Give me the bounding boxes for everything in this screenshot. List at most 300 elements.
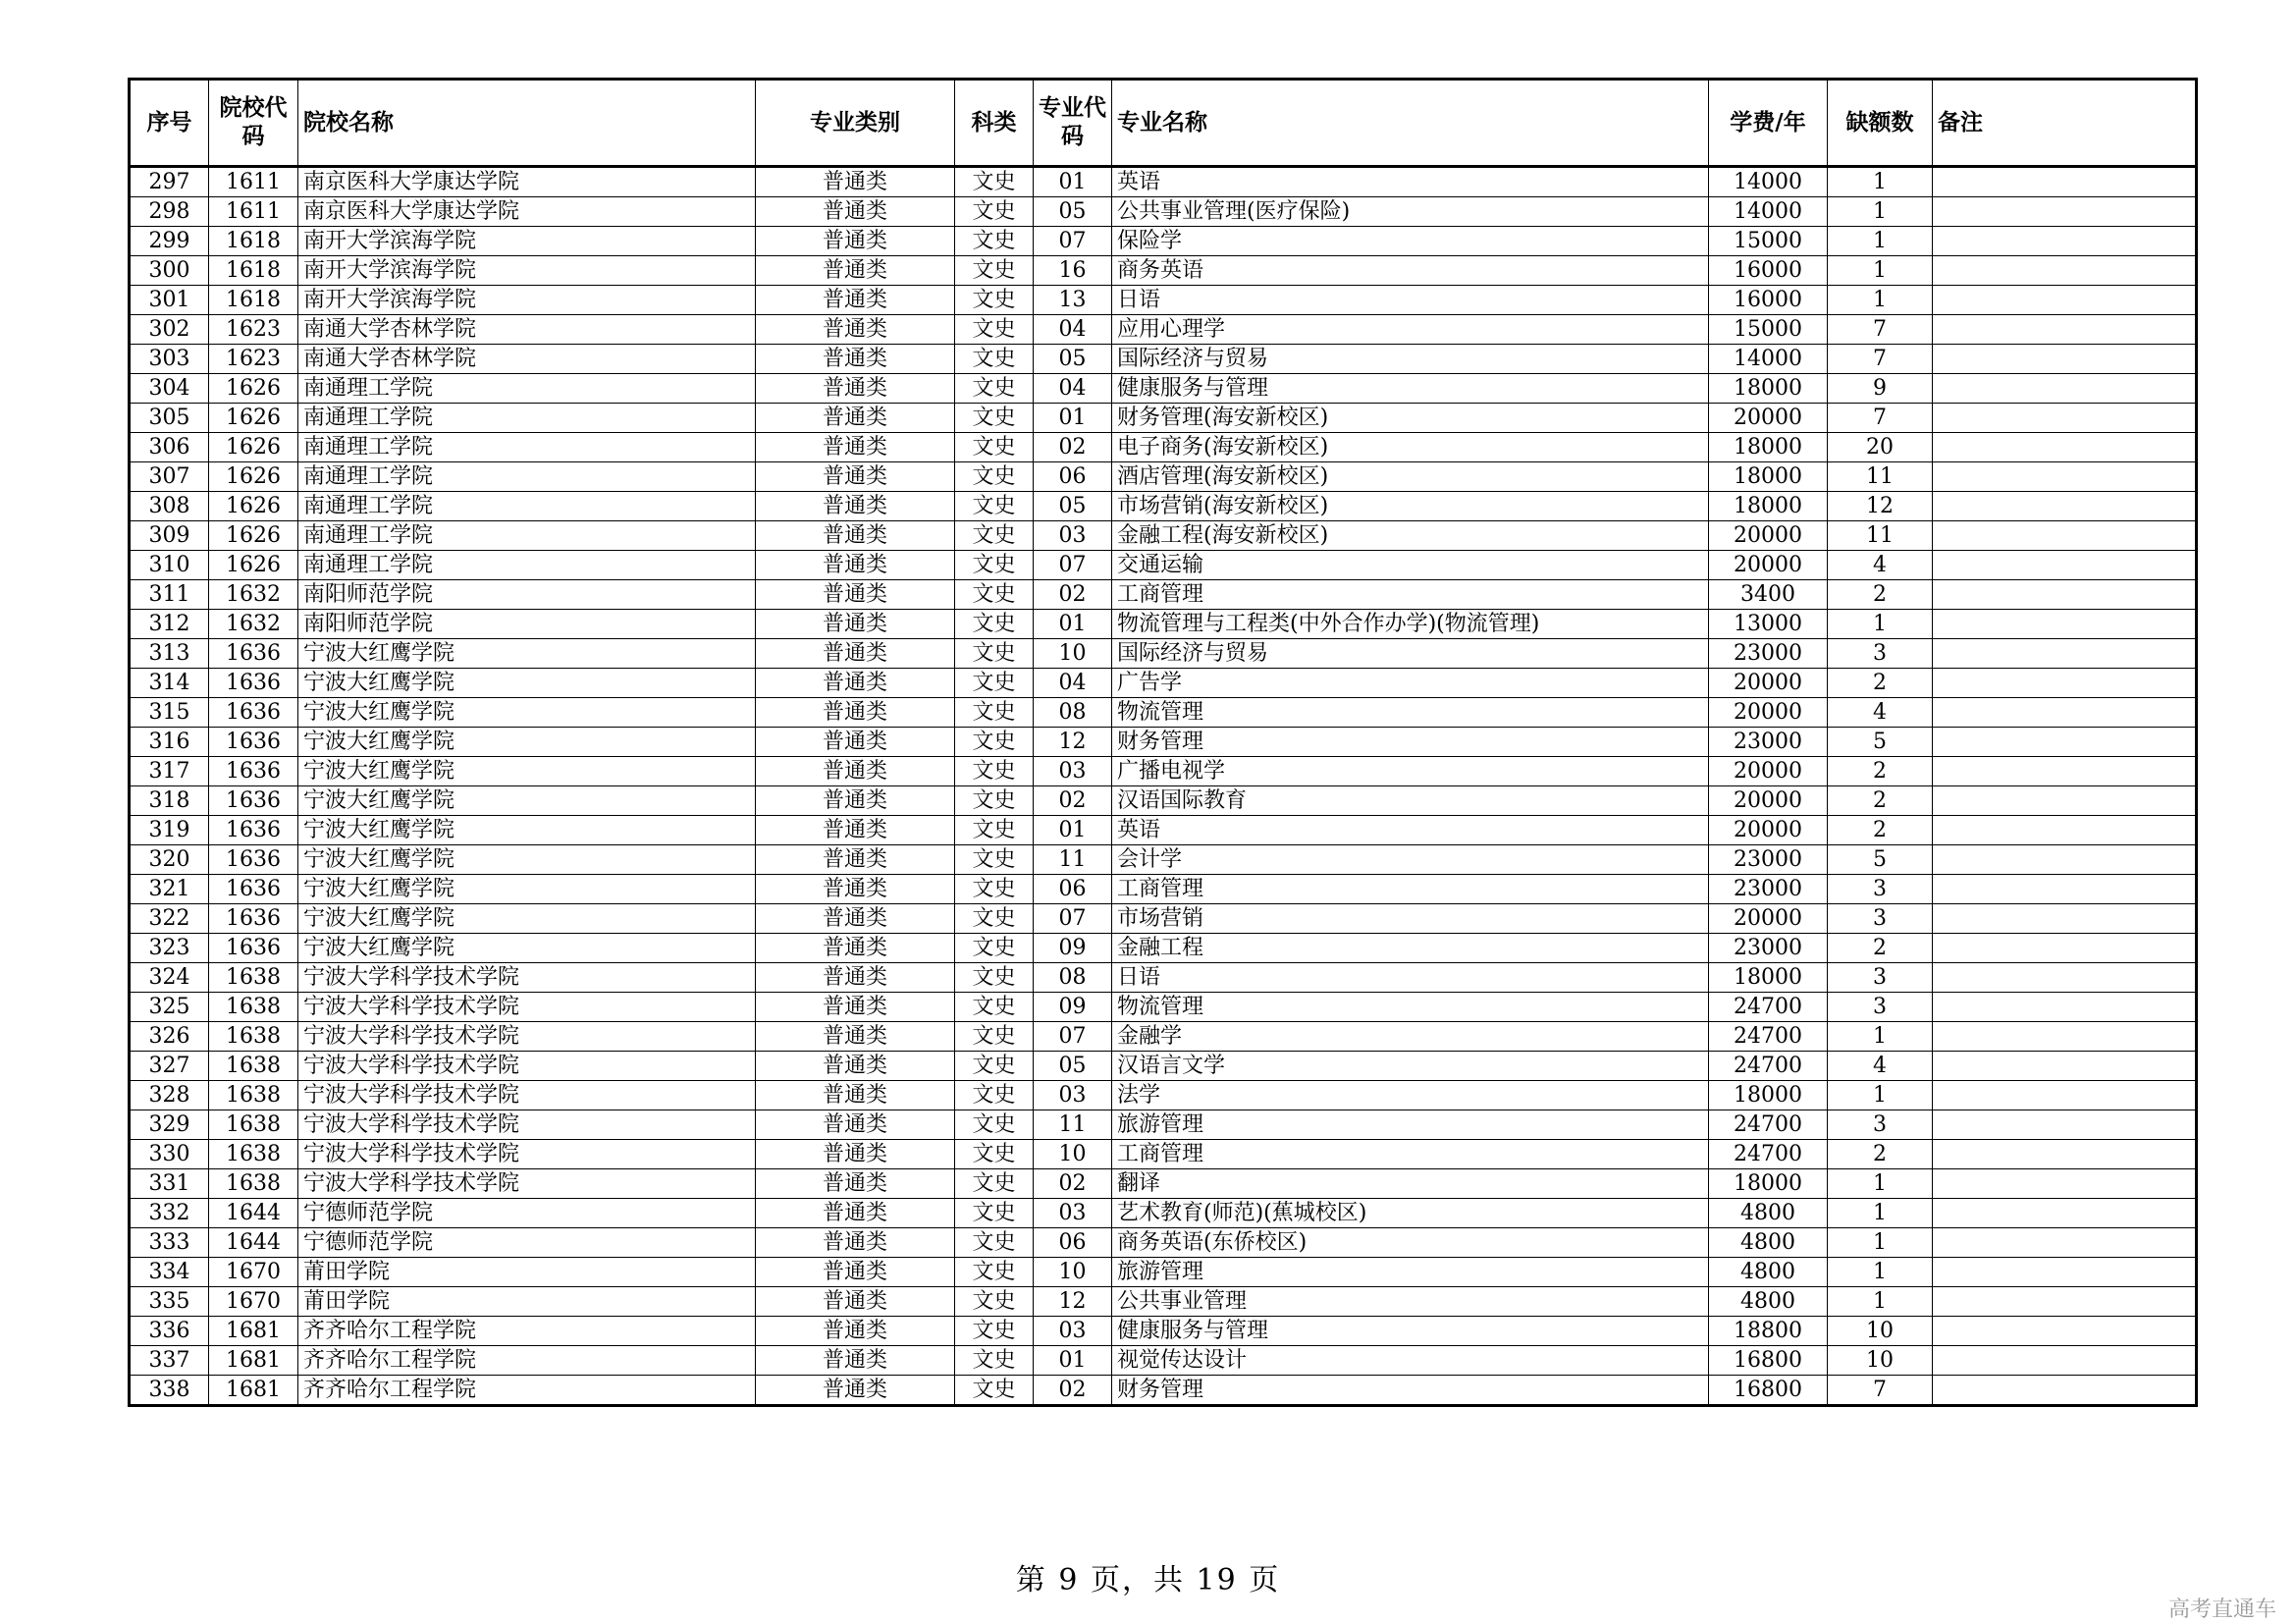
cell-subject-type: 文史 <box>955 1052 1034 1081</box>
cell-subject-type: 文史 <box>955 315 1034 345</box>
cell-school-code: 1670 <box>209 1258 298 1287</box>
cell-school-name: 宁波大学科学技术学院 <box>298 1052 756 1081</box>
cell-school-name: 宁波大学科学技术学院 <box>298 1169 756 1199</box>
cell-subject-type: 文史 <box>955 256 1034 286</box>
cell-subject-type: 文史 <box>955 1317 1034 1346</box>
cell-major-category: 普通类 <box>756 256 955 286</box>
cell-tuition: 20000 <box>1709 816 1828 845</box>
cell-major-name: 公共事业管理 <box>1112 1287 1709 1317</box>
cell-index: 307 <box>130 462 209 492</box>
cell-vacancies: 1 <box>1828 1199 1933 1228</box>
cell-school-name: 宁波大红鹰学院 <box>298 934 756 963</box>
table-row <box>130 875 2197 904</box>
cell-tuition: 20000 <box>1709 669 1828 698</box>
cell-school-name: 南通理工学院 <box>298 521 756 551</box>
cell-tuition: 18800 <box>1709 1317 1828 1346</box>
cell-major-name: 工商管理 <box>1112 1140 1709 1169</box>
cell-major-category: 普通类 <box>756 197 955 227</box>
header-row <box>130 80 2197 167</box>
cell-school-name: 宁波大红鹰学院 <box>298 816 756 845</box>
admission-table <box>128 78 2198 1407</box>
cell-major-code: 06 <box>1034 462 1112 492</box>
cell-major-name: 广告学 <box>1112 669 1709 698</box>
cell-vacancies: 3 <box>1828 904 1933 934</box>
cell-remarks <box>1933 669 2197 698</box>
cell-vacancies: 12 <box>1828 492 1933 521</box>
col-header-subject-type: 科类 <box>955 80 1034 167</box>
cell-tuition: 20000 <box>1709 904 1828 934</box>
cell-vacancies: 11 <box>1828 521 1933 551</box>
cell-subject-type: 文史 <box>955 1022 1034 1052</box>
cell-school-code: 1618 <box>209 286 298 315</box>
table-row <box>130 404 2197 433</box>
cell-major-category: 普通类 <box>756 1110 955 1140</box>
cell-school-code: 1638 <box>209 1110 298 1140</box>
cell-school-code: 1638 <box>209 1140 298 1169</box>
cell-major-category: 普通类 <box>756 698 955 728</box>
cell-index: 297 <box>130 167 209 197</box>
cell-major-code: 08 <box>1034 963 1112 993</box>
cell-major-code: 04 <box>1034 669 1112 698</box>
cell-major-name: 艺术教育(师范)(蕉城校区) <box>1112 1199 1709 1228</box>
cell-major-name: 工商管理 <box>1112 580 1709 610</box>
table-row <box>130 816 2197 845</box>
cell-subject-type: 文史 <box>955 580 1034 610</box>
cell-major-category: 普通类 <box>756 1376 955 1406</box>
cell-major-name: 翻译 <box>1112 1169 1709 1199</box>
cell-major-category: 普通类 <box>756 1081 955 1110</box>
table-row <box>130 993 2197 1022</box>
cell-major-category: 普通类 <box>756 993 955 1022</box>
cell-major-category: 普通类 <box>756 167 955 197</box>
cell-major-category: 普通类 <box>756 1140 955 1169</box>
cell-subject-type: 文史 <box>955 845 1034 875</box>
cell-major-name: 旅游管理 <box>1112 1258 1709 1287</box>
table-row <box>130 1022 2197 1052</box>
cell-school-name: 宁波大红鹰学院 <box>298 757 756 786</box>
cell-major-name: 财务管理 <box>1112 728 1709 757</box>
cell-vacancies: 20 <box>1828 433 1933 462</box>
cell-index: 324 <box>130 963 209 993</box>
cell-index: 313 <box>130 639 209 669</box>
cell-major-code: 01 <box>1034 1346 1112 1376</box>
cell-remarks <box>1933 639 2197 669</box>
table-row <box>130 1228 2197 1258</box>
cell-major-category: 普通类 <box>756 1228 955 1258</box>
cell-vacancies: 1 <box>1828 1081 1933 1110</box>
cell-index: 328 <box>130 1081 209 1110</box>
cell-major-category: 普通类 <box>756 1346 955 1376</box>
cell-school-name: 南阳师范学院 <box>298 580 756 610</box>
cell-major-category: 普通类 <box>756 786 955 816</box>
cell-subject-type: 文史 <box>955 1287 1034 1317</box>
table-row <box>130 1287 2197 1317</box>
col-header-major-category: 专业类别 <box>756 80 955 167</box>
cell-major-name: 物流管理 <box>1112 993 1709 1022</box>
cell-major-category: 普通类 <box>756 433 955 462</box>
cell-vacancies: 7 <box>1828 345 1933 374</box>
cell-major-code: 05 <box>1034 345 1112 374</box>
cell-major-category: 普通类 <box>756 1169 955 1199</box>
cell-index: 314 <box>130 669 209 698</box>
table-row <box>130 462 2197 492</box>
table-row <box>130 639 2197 669</box>
cell-subject-type: 文史 <box>955 404 1034 433</box>
cell-vacancies: 1 <box>1828 197 1933 227</box>
cell-major-code: 09 <box>1034 993 1112 1022</box>
table-row <box>130 433 2197 462</box>
cell-major-category: 普通类 <box>756 462 955 492</box>
cell-major-code: 05 <box>1034 1052 1112 1081</box>
cell-major-code: 05 <box>1034 492 1112 521</box>
cell-major-category: 普通类 <box>756 492 955 521</box>
cell-major-name: 金融工程 <box>1112 934 1709 963</box>
cell-remarks <box>1933 345 2197 374</box>
table-row <box>130 1199 2197 1228</box>
cell-tuition: 23000 <box>1709 934 1828 963</box>
cell-tuition: 24700 <box>1709 1140 1828 1169</box>
cell-vacancies: 10 <box>1828 1317 1933 1346</box>
cell-major-name: 市场营销(海安新校区) <box>1112 492 1709 521</box>
cell-school-code: 1681 <box>209 1346 298 1376</box>
cell-school-name: 南通理工学院 <box>298 433 756 462</box>
table-row <box>130 786 2197 816</box>
cell-index: 335 <box>130 1287 209 1317</box>
cell-tuition: 20000 <box>1709 698 1828 728</box>
cell-index: 308 <box>130 492 209 521</box>
cell-index: 319 <box>130 816 209 845</box>
cell-school-name: 宁波大学科学技术学院 <box>298 1110 756 1140</box>
cell-school-code: 1638 <box>209 1022 298 1052</box>
cell-major-category: 普通类 <box>756 345 955 374</box>
col-header-school-code: 院校代码 <box>209 80 298 167</box>
cell-school-code: 1670 <box>209 1287 298 1317</box>
cell-school-code: 1638 <box>209 1169 298 1199</box>
cell-index: 331 <box>130 1169 209 1199</box>
col-header-school-name: 院校名称 <box>298 80 756 167</box>
cell-major-category: 普通类 <box>756 551 955 580</box>
cell-major-name: 金融学 <box>1112 1022 1709 1052</box>
cell-school-name: 南通理工学院 <box>298 492 756 521</box>
cell-index: 317 <box>130 757 209 786</box>
cell-subject-type: 文史 <box>955 521 1034 551</box>
cell-major-code: 01 <box>1034 404 1112 433</box>
table-row <box>130 521 2197 551</box>
cell-subject-type: 文史 <box>955 492 1034 521</box>
cell-vacancies: 2 <box>1828 1140 1933 1169</box>
cell-subject-type: 文史 <box>955 993 1034 1022</box>
cell-major-category: 普通类 <box>756 816 955 845</box>
cell-major-category: 普通类 <box>756 639 955 669</box>
cell-school-name: 齐齐哈尔工程学院 <box>298 1346 756 1376</box>
table-row <box>130 1376 2197 1406</box>
cell-school-code: 1644 <box>209 1199 298 1228</box>
table-row <box>130 904 2197 934</box>
cell-school-code: 1623 <box>209 315 298 345</box>
cell-major-category: 普通类 <box>756 374 955 404</box>
cell-tuition: 15000 <box>1709 315 1828 345</box>
cell-remarks <box>1933 1169 2197 1199</box>
cell-major-name: 酒店管理(海安新校区) <box>1112 462 1709 492</box>
cell-index: 334 <box>130 1258 209 1287</box>
cell-index: 300 <box>130 256 209 286</box>
cell-school-code: 1626 <box>209 551 298 580</box>
cell-subject-type: 文史 <box>955 757 1034 786</box>
table-row <box>130 1317 2197 1346</box>
cell-remarks <box>1933 462 2197 492</box>
cell-tuition: 20000 <box>1709 521 1828 551</box>
cell-school-code: 1611 <box>209 197 298 227</box>
cell-school-code: 1626 <box>209 462 298 492</box>
cell-vacancies: 1 <box>1828 1022 1933 1052</box>
cell-school-name: 南开大学滨海学院 <box>298 286 756 315</box>
cell-index: 336 <box>130 1317 209 1346</box>
table-row <box>130 934 2197 963</box>
cell-subject-type: 文史 <box>955 551 1034 580</box>
cell-school-code: 1636 <box>209 757 298 786</box>
cell-school-name: 宁波大学科学技术学院 <box>298 963 756 993</box>
cell-major-category: 普通类 <box>756 728 955 757</box>
cell-major-code: 13 <box>1034 286 1112 315</box>
cell-subject-type: 文史 <box>955 374 1034 404</box>
cell-major-name: 财务管理(海安新校区) <box>1112 404 1709 433</box>
cell-school-name: 南通理工学院 <box>298 462 756 492</box>
cell-subject-type: 文史 <box>955 728 1034 757</box>
cell-major-code: 02 <box>1034 580 1112 610</box>
cell-subject-type: 文史 <box>955 197 1034 227</box>
cell-remarks <box>1933 492 2197 521</box>
cell-school-name: 宁波大红鹰学院 <box>298 786 756 816</box>
cell-index: 305 <box>130 404 209 433</box>
cell-major-name: 旅游管理 <box>1112 1110 1709 1140</box>
cell-major-category: 普通类 <box>756 1199 955 1228</box>
cell-vacancies: 3 <box>1828 993 1933 1022</box>
cell-school-code: 1626 <box>209 374 298 404</box>
cell-school-code: 1623 <box>209 345 298 374</box>
cell-index: 301 <box>130 286 209 315</box>
cell-tuition: 23000 <box>1709 728 1828 757</box>
cell-tuition: 24700 <box>1709 1052 1828 1081</box>
table-row <box>130 698 2197 728</box>
cell-tuition: 14000 <box>1709 345 1828 374</box>
cell-major-code: 16 <box>1034 256 1112 286</box>
cell-tuition: 24700 <box>1709 993 1828 1022</box>
cell-vacancies: 10 <box>1828 1346 1933 1376</box>
cell-index: 323 <box>130 934 209 963</box>
cell-vacancies: 2 <box>1828 786 1933 816</box>
cell-remarks <box>1933 1317 2197 1346</box>
cell-subject-type: 文史 <box>955 934 1034 963</box>
cell-subject-type: 文史 <box>955 816 1034 845</box>
cell-subject-type: 文史 <box>955 1376 1034 1406</box>
cell-tuition: 20000 <box>1709 404 1828 433</box>
cell-school-name: 莆田学院 <box>298 1258 756 1287</box>
cell-vacancies: 2 <box>1828 757 1933 786</box>
cell-remarks <box>1933 816 2197 845</box>
cell-vacancies: 1 <box>1828 1287 1933 1317</box>
cell-remarks <box>1933 167 2197 197</box>
table-row <box>130 845 2197 875</box>
cell-school-name: 宁德师范学院 <box>298 1199 756 1228</box>
cell-tuition: 3400 <box>1709 580 1828 610</box>
cell-major-code: 02 <box>1034 1376 1112 1406</box>
cell-tuition: 24700 <box>1709 1022 1828 1052</box>
cell-major-name: 国际经济与贸易 <box>1112 345 1709 374</box>
cell-index: 320 <box>130 845 209 875</box>
cell-index: 333 <box>130 1228 209 1258</box>
table-row <box>130 580 2197 610</box>
cell-major-code: 10 <box>1034 1258 1112 1287</box>
cell-subject-type: 文史 <box>955 345 1034 374</box>
cell-subject-type: 文史 <box>955 462 1034 492</box>
cell-major-name: 健康服务与管理 <box>1112 1317 1709 1346</box>
cell-major-name: 日语 <box>1112 963 1709 993</box>
cell-major-code: 03 <box>1034 1317 1112 1346</box>
cell-major-name: 保险学 <box>1112 227 1709 256</box>
cell-index: 303 <box>130 345 209 374</box>
table-row <box>130 1140 2197 1169</box>
cell-major-name: 视觉传达设计 <box>1112 1346 1709 1376</box>
table-row <box>130 315 2197 345</box>
col-header-major-name: 专业名称 <box>1112 80 1709 167</box>
cell-vacancies: 1 <box>1828 256 1933 286</box>
cell-vacancies: 2 <box>1828 580 1933 610</box>
cell-tuition: 20000 <box>1709 786 1828 816</box>
cell-remarks <box>1933 433 2197 462</box>
cell-vacancies: 7 <box>1828 315 1933 345</box>
cell-major-name: 健康服务与管理 <box>1112 374 1709 404</box>
cell-major-name: 财务管理 <box>1112 1376 1709 1406</box>
cell-major-code: 05 <box>1034 197 1112 227</box>
cell-index: 327 <box>130 1052 209 1081</box>
cell-vacancies: 11 <box>1828 462 1933 492</box>
table-row <box>130 197 2197 227</box>
cell-subject-type: 文史 <box>955 433 1034 462</box>
cell-vacancies: 1 <box>1828 1169 1933 1199</box>
table-row <box>130 286 2197 315</box>
cell-school-code: 1618 <box>209 227 298 256</box>
table-row <box>130 227 2197 256</box>
cell-major-name: 英语 <box>1112 167 1709 197</box>
table-row <box>130 610 2197 639</box>
cell-tuition: 16000 <box>1709 256 1828 286</box>
cell-school-name: 宁波大红鹰学院 <box>298 669 756 698</box>
cell-major-name: 应用心理学 <box>1112 315 1709 345</box>
cell-major-name: 汉语国际教育 <box>1112 786 1709 816</box>
cell-index: 330 <box>130 1140 209 1169</box>
cell-remarks <box>1933 610 2197 639</box>
cell-remarks <box>1933 963 2197 993</box>
cell-school-name: 宁波大学科学技术学院 <box>298 993 756 1022</box>
table-row <box>130 551 2197 580</box>
cell-vacancies: 1 <box>1828 610 1933 639</box>
cell-school-name: 宁波大红鹰学院 <box>298 639 756 669</box>
cell-subject-type: 文史 <box>955 227 1034 256</box>
cell-major-category: 普通类 <box>756 1022 955 1052</box>
cell-remarks <box>1933 845 2197 875</box>
cell-school-code: 1636 <box>209 845 298 875</box>
cell-major-name: 日语 <box>1112 286 1709 315</box>
cell-tuition: 16800 <box>1709 1376 1828 1406</box>
cell-subject-type: 文史 <box>955 639 1034 669</box>
cell-major-code: 03 <box>1034 1081 1112 1110</box>
cell-major-name: 国际经济与贸易 <box>1112 639 1709 669</box>
watermark-text: 高考直通车 <box>2167 1597 2276 1622</box>
cell-tuition: 4800 <box>1709 1228 1828 1258</box>
col-header-major-code: 专业代码 <box>1034 80 1112 167</box>
cell-school-code: 1626 <box>209 433 298 462</box>
cell-remarks <box>1933 875 2197 904</box>
table-row <box>130 757 2197 786</box>
cell-major-name: 公共事业管理(医疗保险) <box>1112 197 1709 227</box>
cell-major-code: 02 <box>1034 786 1112 816</box>
cell-major-name: 商务英语(东侨校区) <box>1112 1228 1709 1258</box>
cell-vacancies: 2 <box>1828 669 1933 698</box>
cell-major-code: 06 <box>1034 1228 1112 1258</box>
cell-school-name: 宁波大红鹰学院 <box>298 845 756 875</box>
cell-vacancies: 1 <box>1828 1228 1933 1258</box>
cell-school-code: 1611 <box>209 167 298 197</box>
cell-school-name: 宁波大红鹰学院 <box>298 728 756 757</box>
page-number: 第 9 页，共 19 页 <box>1015 1563 1281 1597</box>
cell-school-code: 1632 <box>209 580 298 610</box>
cell-remarks <box>1933 256 2197 286</box>
table-body <box>130 167 2197 1406</box>
cell-major-category: 普通类 <box>756 315 955 345</box>
cell-school-code: 1644 <box>209 1228 298 1258</box>
cell-major-name: 会计学 <box>1112 845 1709 875</box>
table-row <box>130 1346 2197 1376</box>
cell-major-code: 03 <box>1034 1199 1112 1228</box>
cell-remarks <box>1933 374 2197 404</box>
cell-vacancies: 1 <box>1828 286 1933 315</box>
cell-major-code: 01 <box>1034 610 1112 639</box>
cell-remarks <box>1933 1110 2197 1140</box>
cell-tuition: 18000 <box>1709 1081 1828 1110</box>
cell-school-name: 莆田学院 <box>298 1287 756 1317</box>
table-row <box>130 1052 2197 1081</box>
cell-index: 325 <box>130 993 209 1022</box>
cell-index: 332 <box>130 1199 209 1228</box>
cell-major-name: 英语 <box>1112 816 1709 845</box>
cell-school-name: 宁波大红鹰学院 <box>298 698 756 728</box>
table-row <box>130 167 2197 197</box>
cell-major-category: 普通类 <box>756 875 955 904</box>
cell-major-name: 物流管理 <box>1112 698 1709 728</box>
cell-major-code: 12 <box>1034 728 1112 757</box>
table-row <box>130 1081 2197 1110</box>
cell-remarks <box>1933 786 2197 816</box>
cell-tuition: 14000 <box>1709 167 1828 197</box>
cell-school-name: 齐齐哈尔工程学院 <box>298 1317 756 1346</box>
cell-major-code: 10 <box>1034 1140 1112 1169</box>
cell-index: 318 <box>130 786 209 816</box>
cell-school-name: 宁波大学科学技术学院 <box>298 1081 756 1110</box>
cell-school-name: 宁波大学科学技术学院 <box>298 1140 756 1169</box>
cell-index: 304 <box>130 374 209 404</box>
cell-vacancies: 2 <box>1828 816 1933 845</box>
cell-major-code: 11 <box>1034 845 1112 875</box>
cell-index: 321 <box>130 875 209 904</box>
cell-remarks <box>1933 904 2197 934</box>
cell-remarks <box>1933 1258 2197 1287</box>
cell-school-name: 南京医科大学康达学院 <box>298 197 756 227</box>
cell-index: 329 <box>130 1110 209 1140</box>
cell-index: 337 <box>130 1346 209 1376</box>
cell-vacancies: 7 <box>1828 404 1933 433</box>
cell-major-code: 06 <box>1034 875 1112 904</box>
cell-index: 316 <box>130 728 209 757</box>
